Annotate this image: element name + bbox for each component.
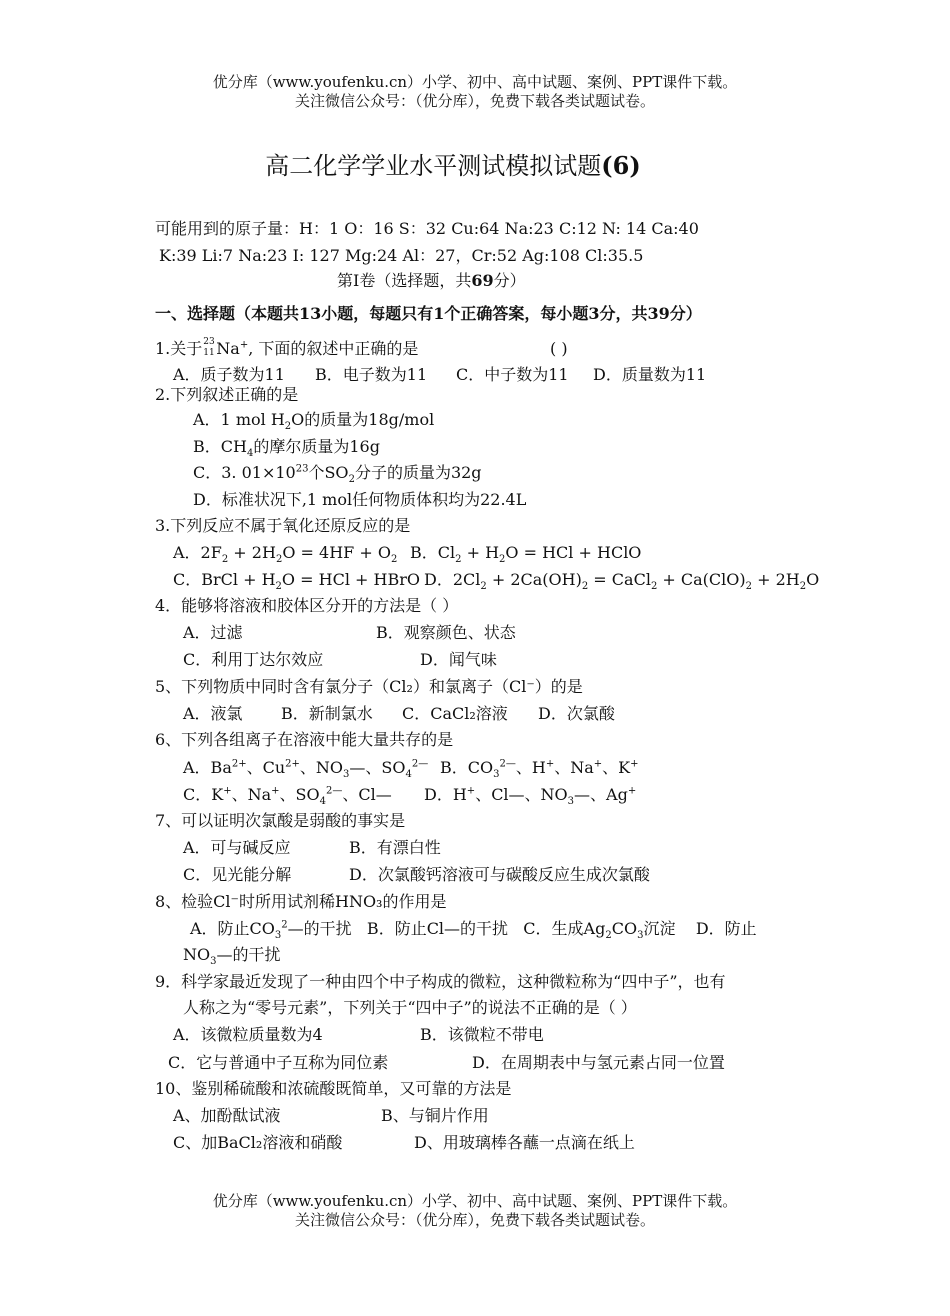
q4-option-a: A．过滤	[183, 623, 243, 642]
q5-option-b: B．新制氯水	[281, 704, 373, 723]
question-5-stem: 5、下列物质中同时含有氯分子（Cl₂）和氯离子（Cl⁻）的是	[155, 677, 583, 696]
q6-option-d: D．H+、Cl—、$NO_3—$、Ag+	[424, 785, 637, 808]
q10-option-a: A、加酚酞试液	[173, 1106, 281, 1125]
q10-option-d: D、用玻璃棒各蘸一点滴在纸上	[414, 1133, 635, 1152]
q7-option-d: D．次氯酸钙溶液可与碳酸反应生成次氯酸	[349, 865, 650, 884]
q2-option-d: D．标准状况下,1 mol任何物质体积均为22.4L	[193, 490, 527, 509]
q4-option-b: B．观察颜色、状态	[376, 623, 516, 642]
q1-option-b: B．电子数为11	[315, 365, 428, 384]
question-10-stem: 10、鉴别稀硫酸和浓硫酸既简单，又可靠的方法是	[155, 1079, 512, 1098]
question-9-stem-line-1: 9．科学家最近发现了一种由四个中子构成的微粒，这种微粒称为“四中子”，也有	[155, 972, 726, 991]
atomic-mass-line-1: 可能用到的原子量：H：1 O：16 S：32 Cu:64 Na:23 C:12 N: 14 Ca:40	[155, 219, 699, 238]
q4-option-d: D．闻气味	[420, 650, 497, 669]
volume-title-pre: 第Ⅰ卷（选择题，共	[337, 271, 472, 290]
q6-option-b: B．$CO_3^{2—}$、H+、Na+、K+	[440, 758, 639, 781]
question-9-stem-line-2: 人称之为“零号元素”，下列关于“四中子”的说法不正确的是（ ）	[183, 998, 637, 1017]
q2-option-c: C．3. $01\times 10^{23}$个$SO_2$分子的质量为32g	[193, 463, 482, 486]
q1-pre: 1.关于	[155, 339, 203, 358]
q6-option-a: A．$Ba^{2+}$、$Cu^{2+}$、$NO_3—$、$SO_4^{2—}$	[183, 758, 429, 781]
q1-option-a: A．质子数为11	[173, 365, 285, 384]
footer-line-2: 关注微信公众号：（优分库），免费下载各类试题试卷。	[294, 1211, 655, 1229]
header-line-1: 优分库（www.youfenku.cn）小学、初中、高中试题、案例、PPT课件下载。	[212, 73, 738, 91]
volume-title	[337, 270, 526, 292]
element-symbol: Na	[216, 339, 240, 358]
q2-option-a: A．1 mol $H_2O$的质量为18g/mol	[193, 410, 435, 433]
footer-line-1: 优分库（www.youfenku.cn）小学、初中、高中试题、案例、PPT课件下载。	[212, 1192, 738, 1210]
q2-option-b: B．$CH_4$的摩尔质量为16g	[193, 437, 380, 460]
q8-options-line-1: A．防止$CO_3^2—$的干扰 B．防止Cl—的干扰 C．生成$Ag_2CO_3$沉淀 D．防止	[190, 919, 757, 942]
q1-option-d: D．质量数为11	[593, 365, 707, 384]
isotope-notation	[202, 338, 216, 360]
q3-option-b: B．$Cl_2 + H_2O$ = HCl + HClO	[410, 543, 642, 566]
volume-score: 69	[471, 271, 494, 290]
q9-option-a: A．该微粒质量数为4	[173, 1025, 323, 1044]
question-2-stem: 2.下列叙述正确的是	[155, 385, 299, 404]
question-6-stem: 6、下列各组离子在溶液中能大量共存的是	[155, 730, 454, 749]
page-header	[0, 73, 950, 111]
q1-post: , 下面的叙述中正确的是	[248, 339, 419, 358]
question-4-stem: 4．能够将溶液和胶体区分开的方法是（ ）	[155, 596, 459, 615]
question-3-stem: 3.下列反应不属于氧化还原反应的是	[155, 516, 411, 535]
q10-option-c: C、加BaCl₂溶液和硝酸	[173, 1133, 343, 1152]
question-8-stem: 8、检验Cl⁻时所用试剂稀HNO₃的作用是	[155, 892, 447, 911]
ion-charge: +	[239, 339, 249, 351]
q9-option-b: B．该微粒不带电	[420, 1025, 544, 1044]
volume-title-post: 分）	[493, 271, 526, 290]
q5-option-d: D．次氯酸	[538, 704, 615, 723]
q6-option-c: C．K+、Na+、$SO_4^{2—}$、Cl—	[183, 785, 392, 808]
q9-option-d: D．在周期表中与氢元素占同一位置	[472, 1053, 725, 1072]
title-text: 高二化学学业水平测试模拟试题	[265, 152, 602, 180]
atomic-number: 11	[203, 348, 215, 358]
section-heading: 一、选择题（本题共13小题，每题只有1个正确答案，每小题3分，共39分）	[155, 304, 702, 323]
q5-option-a: A．液氯	[183, 704, 243, 723]
q3-option-c: C．BrCl + $H_2O$ = HCl + HBrO	[173, 570, 420, 593]
header-line-2: 关注微信公众号：（优分库），免费下载各类试题试卷。	[294, 92, 655, 110]
q1-option-c: C．中子数为11	[456, 365, 569, 384]
q4-option-c: C．利用丁达尔效应	[183, 650, 324, 669]
page-footer	[0, 1192, 950, 1230]
question-7-stem: 7、可以证明次氯酸是弱酸的事实是	[155, 811, 406, 830]
q7-option-b: B．有漂白性	[349, 838, 441, 857]
q3-option-d: D．$2Cl_2 + 2Ca(OH)_2$ = CaCl$_2$ + $Ca(ClO)_2 + 2H_2O$	[424, 570, 820, 593]
q10-option-b: B、与铜片作用	[381, 1106, 489, 1125]
q8-options-line-2: $NO_3—$的干扰	[183, 945, 281, 968]
q7-option-a: A．可与碱反应	[183, 838, 291, 857]
q5-option-c: C．CaCl₂溶液	[402, 704, 508, 723]
question-1-stem	[155, 338, 418, 360]
atomic-mass-line-2: K:39 Li:7 Na:23 I: 127 Mg:24 Al：27，Cr:52 Ag:108 Cl:35.5	[159, 246, 644, 265]
q3-option-a: A．$2F_2 + 2H_2O = 4HF + O_2$	[173, 543, 398, 566]
page-title	[0, 146, 906, 181]
q9-option-c: C．它与普通中子互称为同位素	[168, 1053, 389, 1072]
answer-paren: ( )	[550, 339, 568, 358]
mass-number: 23	[203, 337, 215, 347]
q7-option-c: C．见光能分解	[183, 865, 292, 884]
title-number: (6)	[601, 151, 641, 180]
